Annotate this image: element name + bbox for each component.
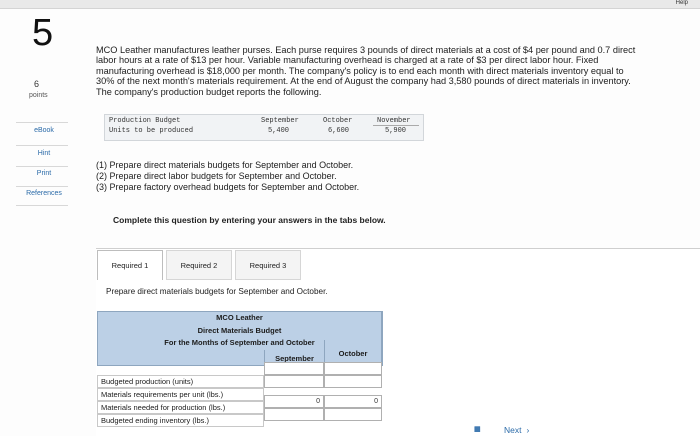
production-budget-box	[104, 114, 424, 141]
problem-line: manufacturing overhead is $18,000 per month. The company's policy is to end each month with direct materials inventory equal to	[96, 65, 624, 76]
points-value: 6	[34, 79, 40, 89]
tab-required-3[interactable]: Required 3	[235, 250, 301, 280]
sidebar-divider	[16, 145, 68, 146]
budget-period: For the Months of September and October	[164, 338, 315, 347]
budget-header-edge	[382, 311, 383, 366]
problem-line: 30% of the next month's materials requirement. At the end of August the company had 3,580 pounds of direct materials in inventory.	[96, 76, 631, 87]
october-production-input[interactable]	[324, 362, 382, 375]
october-requirement-input[interactable]	[324, 375, 382, 388]
panel-prompt: Prepare direct materials budgets for September and October.	[106, 287, 328, 296]
column-header-october: October	[324, 340, 382, 366]
september-ending-inventory-input[interactable]	[264, 408, 324, 421]
requirement-item: (2) Prepare direct labor budgets for September and October.	[96, 171, 337, 181]
problem-line: labor hours at a rate of $13 per hour. Variable manufacturing overhead is charged at a rate of $3 per direct labor hour. Fixed	[96, 55, 599, 66]
chevron-right-icon: ›	[526, 424, 530, 435]
top-bar	[0, 0, 700, 9]
month-header-september: September	[261, 117, 299, 125]
month-header-november: November	[377, 117, 411, 125]
budget-company: MCO Leather	[216, 313, 263, 322]
budget-title: Direct Materials Budget	[197, 326, 282, 335]
next-button[interactable]	[504, 423, 554, 436]
sidebar-item-ebook[interactable]: eBook	[34, 127, 54, 134]
problem-text	[96, 45, 686, 97]
units-november: 5,900	[385, 127, 407, 135]
requirement-item: (1) Prepare direct materials budgets for September and October.	[96, 160, 354, 170]
underline	[373, 125, 419, 126]
sidebar-divider	[16, 186, 68, 187]
grid-icon[interactable]: ▦	[474, 426, 481, 433]
sidebar-divider	[16, 166, 68, 167]
requirements-list	[96, 160, 359, 193]
problem-line: The company's production budget reports the following.	[96, 86, 322, 97]
month-header-october: October	[323, 117, 353, 125]
units-september: 5,400	[268, 127, 290, 135]
column-header-september: September	[264, 350, 324, 366]
requirement-item: (3) Prepare factory overhead budgets for September and October.	[96, 182, 360, 192]
problem-line: MCO Leather manufactures leather purses. Each purse requires 3 pounds of direct materials at a cost of $4 per pound and 0.7 direct	[96, 45, 636, 55]
help-link[interactable]: Help	[675, 0, 688, 6]
budget-row-label: Budgeted ending inventory (lbs.)	[97, 414, 264, 427]
production-budget-title: Production Budget	[109, 117, 181, 125]
sidebar-divider	[16, 122, 68, 123]
points-label: points	[29, 92, 48, 99]
sidebar-item-references[interactable]: References	[26, 190, 62, 197]
units-october: 6,600	[328, 127, 350, 135]
october-needed-value: 0	[324, 395, 382, 408]
sidebar-item-hint[interactable]: Hint	[37, 150, 51, 157]
budget-row-label: Materials requirements per unit (lbs.)	[97, 388, 264, 401]
september-production-input[interactable]	[264, 362, 324, 375]
question-number: 5	[32, 12, 54, 54]
tab-required-2[interactable]: Required 2	[166, 250, 232, 280]
budget-row-label: Budgeted production (units)	[97, 375, 264, 388]
tab-required-1[interactable]: Required 1	[97, 250, 163, 280]
september-needed-value: 0	[264, 395, 324, 408]
sidebar-divider	[16, 205, 68, 206]
instruction-text: Complete this question by entering your answers in the tabs below.	[113, 215, 386, 225]
sidebar-item-print[interactable]: Print	[36, 170, 52, 177]
production-budget-row-label: Units to be produced	[109, 127, 194, 135]
september-requirement-input[interactable]	[264, 375, 324, 388]
budget-row-label: Materials needed for production (lbs.)	[97, 401, 264, 414]
october-ending-inventory-input[interactable]	[324, 408, 382, 421]
next-label: Next	[504, 424, 522, 435]
